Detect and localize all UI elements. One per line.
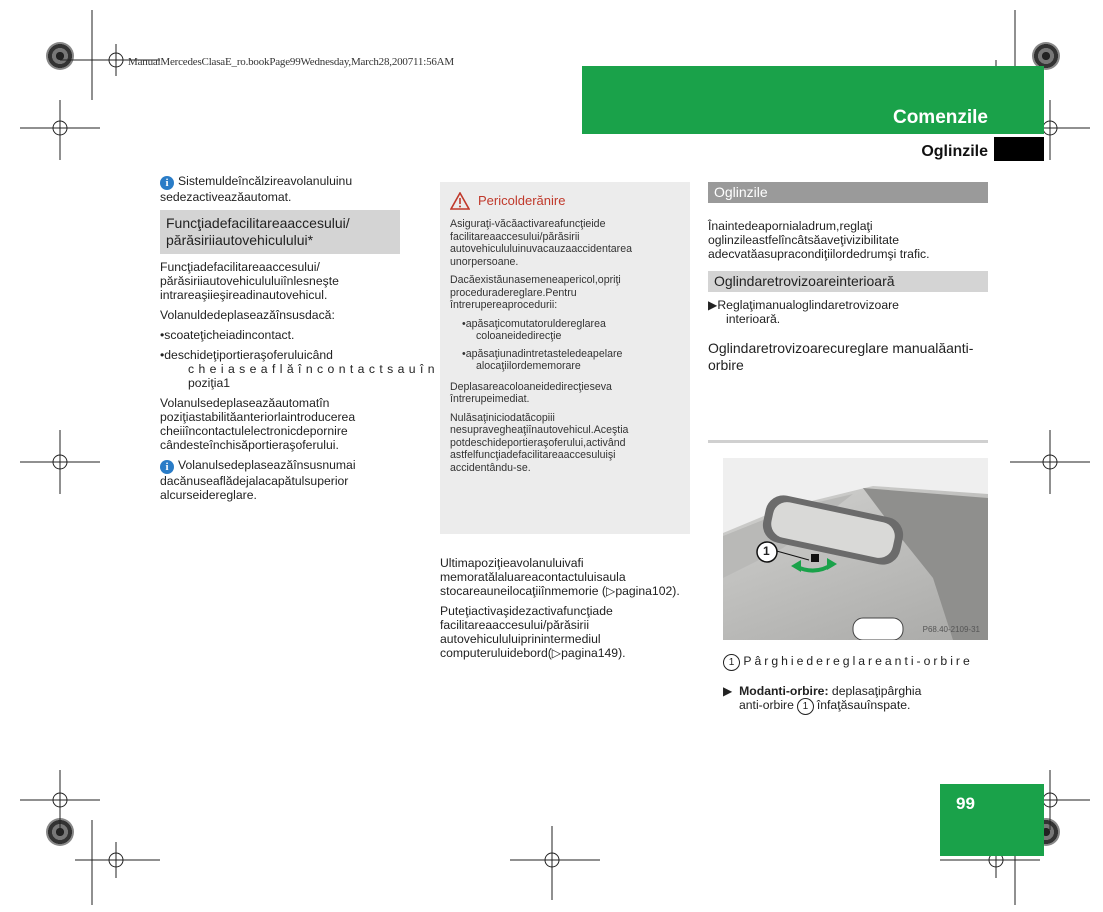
sub-heading-anti-glare: Oglindaretrovizoarecureglare manualăanti-orbire — [708, 340, 974, 373]
warning-bullet-1: •apăsaţicomutatoruldereglarea coloaneidedirecţie — [462, 317, 606, 342]
computer-activation-paragraph: Puteţiactivaşidezactivafuncţiade facilitareaaccesului/părăsirii autovehicululuiprinintermediul computeruluidebord(▷pagina149). — [440, 604, 626, 660]
callout-1-label: 1 — [763, 544, 770, 558]
warning-bullet-2: •apăsaţiunadintretasteledeapelare alocaţiilordememorare — [462, 347, 623, 372]
sub-heading-rule — [708, 440, 988, 443]
warning-paragraph-1: Asiguraţi-văcăactivareafuncţieide facilitareaaccesului/părăsirii autovehicululuinuvacauzaaccidentarea unorpersoane. — [450, 218, 632, 268]
steering-moves-up-intro: Volanuldedeplaseazăînsusdacă: — [160, 308, 335, 322]
warning-heading — [450, 192, 678, 210]
bullet-remove-key: •scoateţicheiadincontact. — [160, 328, 295, 342]
warning-title: Pericolderănire — [478, 192, 566, 208]
warning-paragraph-2: Dacăexistăunasemeneapericol,opriţi proceduradereglare.Pentru întrerupereaprocedurii: — [450, 274, 621, 311]
bullet-open-door-line3: poziţia1 — [188, 376, 231, 390]
column-middle — [440, 556, 690, 666]
mirror-illustration — [723, 458, 988, 640]
heading-easy-entry: Funcţiadefacilitareaaccesului/ părăsiriiautovehiculului* — [160, 210, 400, 254]
info-note-upper-limit: i Volanulsedeplaseazăînsusnumai dacănuseaflădejalacapătulsuperior alcurseidereglare. — [160, 458, 356, 502]
page-number: 99 — [956, 794, 975, 813]
callout-circle-icon: 1 — [723, 654, 740, 671]
mirrors-intro: Înaintedeapornialadrum,reglaţi oglinzileastfelîncâtsăaveţivizibilitate adecvatăasupracondiţiilordedrumşi trafic. — [708, 219, 930, 261]
column-right — [708, 182, 988, 374]
step-arrow-icon: ▶ — [723, 684, 740, 698]
step-adjust-mirror: ▶Reglaţimanualoglindaretrovizoare interioară. — [708, 298, 899, 326]
legend-item-1: 1 Pârghiedereglareanti-orbire — [723, 654, 1023, 671]
bullet-open-door — [160, 348, 439, 390]
info-icon: i — [160, 460, 174, 474]
section-tab-marker — [994, 137, 1044, 161]
easy-entry-description: Funcţiadefacilitareaaccesului/ părăsiriiautovehicululuiînlesneşte intrareaşiieşireadinautovehicul. — [160, 260, 339, 302]
warning-triangle-icon — [450, 192, 470, 210]
steering-auto-return: Volanulsedeplaseazăautomatîn poziţiastabilităanteriorlaintroducerea cheiiîncontactulelectronicdepornire cândesteînchisăportieraşoferului. — [160, 396, 356, 452]
figure-code: P68.40-2109-31 — [922, 625, 980, 634]
bullet-open-door-line1: •deschideţiportieraşoferuluicând — [160, 348, 333, 362]
figure-legend — [723, 654, 1023, 671]
heading-interior-mirror: Oglindaretrovizoareinterioară — [708, 271, 988, 292]
subsection-title: Oglinzile — [921, 143, 988, 160]
info-note-heating: i Sistemuldeîncălzireavolanuluinu sedezactiveazăautomat. — [160, 174, 353, 204]
column-left — [160, 174, 439, 508]
info-icon: i — [160, 176, 174, 190]
warning-paragraph-3: Deplasareacoloaneidedirecţieseva întrerupeimediat. — [450, 380, 612, 405]
section-title: Comenzile — [892, 107, 988, 128]
warning-box — [440, 182, 690, 534]
callout-circle-icon: 1 — [797, 698, 814, 715]
heading-mirrors: Oglinzile — [708, 182, 988, 203]
bullet-open-door-line2: cheiaseaflăîncontactsauîn — [188, 362, 439, 376]
warning-paragraph-4: Nulăsaţiniciodatăcopiii nesupravegheaţiînautovehicul.Aceştia potdeschideportieraşoferului,activând astfelfuncţiadefacilitareaaccesuluişi accidentându-se. — [450, 411, 629, 474]
step-anti-glare: ▶ Modanti-orbire: deplasaţipârghia anti-orbire 1 înfaţăsauînspate. — [723, 684, 1003, 715]
memory-position-paragraph: Ultimapoziţieavolanuluivafi memoratălaluareacontactuluisaula stocareauneilocaţiiînmemorie (▷pagina102). — [440, 556, 680, 598]
print-file-info: ManualMercedesClasaE_ro.bookPage99Wednesday,March28,200711:56AM — [128, 56, 455, 68]
